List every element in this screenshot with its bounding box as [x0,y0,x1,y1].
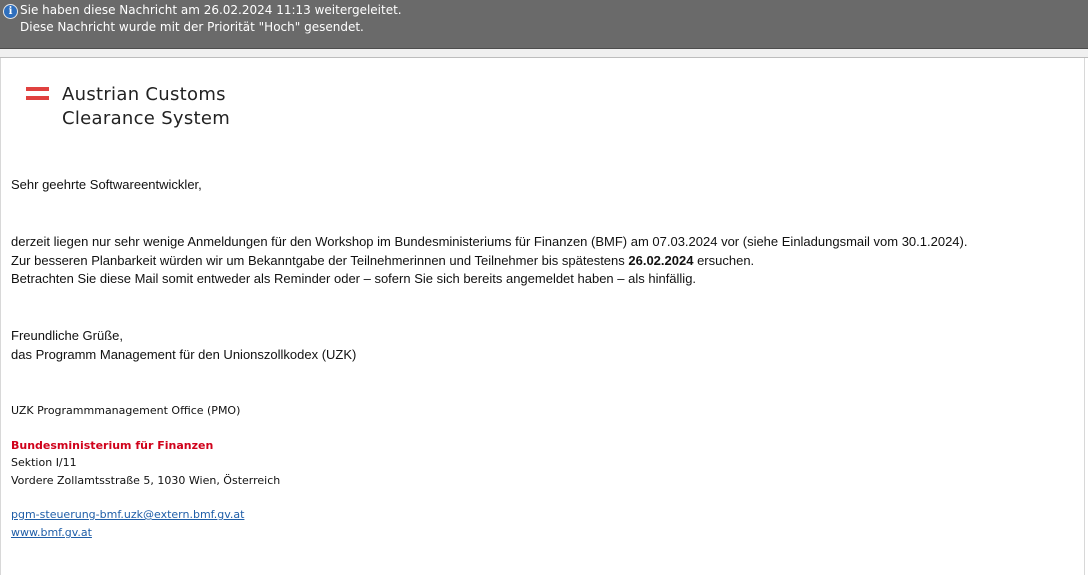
info-icon: i [3,4,18,19]
website-link[interactable]: www.bmf.gv.at [11,526,92,539]
paragraph-deadline [11,253,754,268]
email-link[interactable]: pgm-steuerung-bmf.uzk@extern.bmf.gv.at [11,508,245,521]
signature-section: Sektion I/11 [11,456,77,469]
signature-email-row [11,508,244,521]
message-body [0,58,1085,575]
priority-notice: Diese Nachricht wurde mit der Priorität "Hoch" gesendet. [20,20,364,34]
signature-office: UZK Programmmanagement Office (PMO) [11,404,241,417]
signature-ministry: Bundesministerium für Finanzen [11,439,214,452]
message-info-bar [0,0,1088,48]
austria-flag-stripe-top [26,87,49,91]
logo-wordmark [62,83,230,131]
paragraph-workshop: derzeit liegen nur sehr wenige Anmeldungen für den Workshop im Bundesministeriums für Finanzen (BMF) am 07.03.2024 vor (siehe Einladungsmail vom 30.1.2024). [11,234,968,249]
deadline-text-before: Zur besseren Planbarkeit würden wir um Bekanntgabe der Teilnehmerinnen und Teilnehmer bis spätestens [11,253,629,268]
closing-sender: das Programm Management für den Unionszollkodex (UZK) [11,347,357,362]
forwarded-notice: Sie haben diese Nachricht am 26.02.2024 11:13 weitergeleitet. [20,3,402,17]
salutation: Sehr geehrte Softwareentwickler, [11,177,202,192]
paragraph-reminder: Betrachten Sie diese Mail somit entweder als Reminder oder – sofern Sie sich bereits angemeldet haben – als hinfällig. [11,271,697,286]
austria-flag-stripe-bottom [26,96,49,100]
closing-greeting: Freundliche Grüße, [11,328,123,343]
signature-address: Vordere Zollamtsstraße 5, 1030 Wien, Österreich [11,474,281,487]
header-divider [0,48,1088,58]
logo-line-2: Clearance System [62,108,231,129]
logo-line-1: Austrian Customs [62,84,226,105]
signature-web-row [11,526,92,539]
deadline-text-after: ersuchen. [693,253,755,268]
deadline-date: 26.02.2024 [628,253,694,268]
